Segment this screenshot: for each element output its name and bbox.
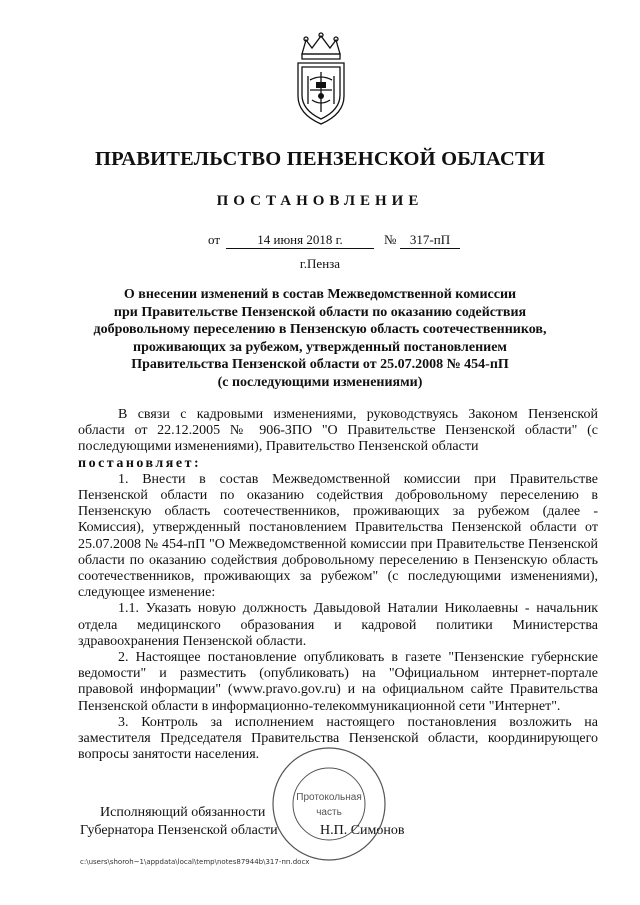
document-body [78, 407, 598, 763]
date-prefix: от [208, 232, 221, 247]
stamp-seal [270, 745, 388, 863]
document-type: ПОСТАНОВЛЕНИЕ [216, 193, 424, 209]
paragraph-3: 3. Контроль за исполнением настоящего постановления возложить на заместителя Председателя Правительства Пензенской области, координирующего вопросы занятости населения. [78, 714, 598, 763]
preamble-paragraph: В связи с кадровыми изменениями, руководствуясь Законом Пензенской области от 22.12.2005 № 906-ЗПО "О Правительстве Пензенской области" (с последующими изменениями), Правительство Пензенской области [78, 407, 598, 455]
number-prefix: № [384, 232, 397, 247]
document-subject [80, 286, 560, 391]
city: г.Пенза [299, 256, 341, 271]
subject-line: при Правительстве Пензенской области по оказанию содействия [113, 304, 527, 320]
paragraph-1-1: 1.1. Указать новую должность Давыдовой Наталии Николаевны - начальник отдела медицинского образования и кадровой политики Министерства здравоохранения Пензенской области. [78, 601, 598, 649]
subject-line: проживающих за рубежом, утвержденный постановлением [133, 339, 507, 355]
stamp-center-line1: Протокольная [296, 792, 362, 803]
document-number: 317-пП [400, 232, 460, 249]
subject-line: Правительства Пензенской области от 25.07.2008 № 454-пП [131, 357, 509, 372]
signature-position-line1: Исполняющий обязанности [100, 805, 266, 820]
paragraph-1: 1. Внести в состав Межведомственной комиссии при Правительстве Пензенской области по оказанию содействия добровольному переселению в Пензенскую область соотечественников, проживающих за рубежом (далее - Комиссия), утвержденный постановлением Правительства Пензенской области от 25.07.2008 № 454-пП "О Межведомственной комиссии при Правительстве Пензенской области по оказанию содействия добровольному переселению в Пензенскую область соотечественников, проживающих за рубежом" (с последующими изменениями), следующее изменение: [78, 471, 598, 601]
signature-position-line2: Губернатора Пензенской области [80, 823, 278, 838]
resolves-word: постановляет: [78, 455, 202, 471]
paragraph-2: 2. Настоящее постановление опубликовать в газете "Пензенские губернские ведомости" и разместить (опубликовать) на "Официальном интернет-портале правовой информации" (www.pravo.gov.ru) и на официальном сайте Правительства Пензенской области в информационно-телекоммуникационной сети "Интернет". [78, 650, 598, 714]
signatory-name: Н.П. Симонов [320, 823, 405, 838]
organization-title: ПРАВИТЕЛЬСТВО ПЕНЗЕНСКОЙ ОБЛАСТИ [95, 148, 545, 170]
coat-of-arms-icon [288, 30, 354, 130]
subject-line: О внесении изменений в состав Межведомственной комиссии [123, 287, 517, 302]
stamp-center-line2: часть [316, 807, 342, 818]
file-path: c:\users\shoroh~1\appdata\local\temp\notes87944b\317-пп.docx [80, 858, 310, 866]
document-date: 14 июня 2018 г. [226, 232, 374, 249]
subject-line: добровольному переселению в Пензенскую область соотечественников, [93, 322, 547, 337]
subject-line: (с последующими изменениями) [217, 374, 423, 390]
date-number-line [0, 232, 640, 250]
